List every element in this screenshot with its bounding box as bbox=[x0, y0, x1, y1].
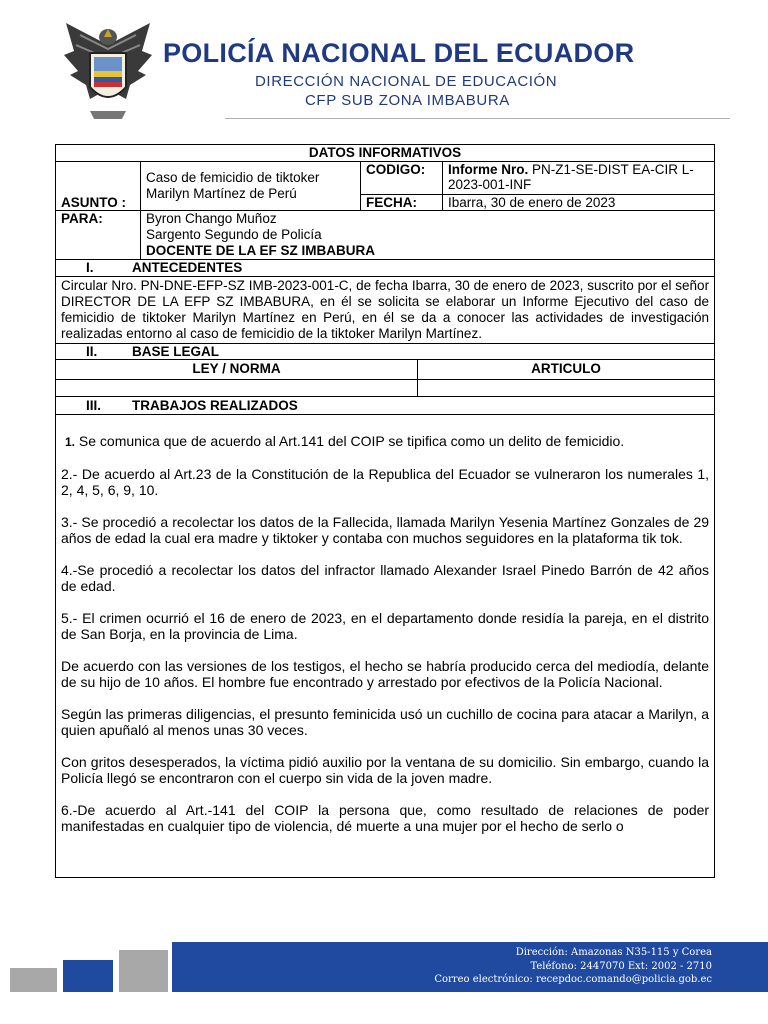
footer-phone: Teléfono: 2447070 Ext: 2002 - 2710 bbox=[530, 960, 712, 972]
institution-unit: CFP SUB ZONA IMBABURA bbox=[305, 92, 510, 109]
codigo-value bbox=[443, 161, 715, 194]
footer-gray-block bbox=[10, 968, 57, 992]
section-number: I. bbox=[86, 260, 94, 275]
police-shield-logo bbox=[60, 15, 156, 127]
paragraph: 2.- De acuerdo al Art.23 de la Constitución de la Republica del Ecuador se vulneraron los numerales 1, 2, 4, 5, 6, 9, 10. bbox=[61, 465, 710, 498]
articulo-cell bbox=[418, 379, 715, 396]
footer-contact bbox=[434, 946, 712, 987]
paragraph: Con gritos desesperados, la víctima pidió auxilio por la ventana de su domicilio. Sin embargo, cuando la Policía llegó se encontraron con el cuerpo sin vida de la joven madre. bbox=[61, 753, 710, 786]
section-title: ANTECEDENTES bbox=[132, 260, 243, 275]
paragraph: De acuerdo con las versiones de los testigos, el hecho se habría producido cerca del mediodía, delante de su hijo de 10 años. El hombre fue encontrado y arrestado por efectivos de la Policía Nacional. bbox=[61, 657, 710, 690]
section-trabajos bbox=[56, 396, 715, 415]
fecha-value: Ibarra, 30 de enero de 2023 bbox=[443, 194, 715, 211]
list-number: 1. bbox=[65, 435, 76, 449]
footer-gray-block bbox=[119, 950, 168, 992]
section-title: BASE LEGAL bbox=[132, 343, 220, 359]
col-ley-norma: LEY / NORMA bbox=[56, 360, 418, 380]
para-position: DOCENTE DE LA EF SZ IMBABURA bbox=[146, 243, 375, 258]
report-table bbox=[55, 144, 715, 878]
section-title: TRABAJOS REALIZADOS bbox=[132, 397, 298, 413]
para-name: Byron Chango Muñoz bbox=[146, 211, 277, 226]
antecedentes-text: Circular Nro. PN-DNE-EFP-SZ IMB-2023-001-C, de fecha Ibarra, 30 de enero de 2023, suscrito por el señor DIRECTOR DE LA EFP SZ IMBABURA, en él se solicita se elaborar un Informe Ejecutivo del caso de femicidio de tiktoker Marilyn Martínez en Perú, en él se da a conocer las actividades de investigación realizadas entorno al caso de femicidio de la tiktoker Marilyn Martínez. bbox=[56, 276, 715, 343]
codigo-label: CODIGO: bbox=[361, 161, 443, 194]
codigo-number: PN-Z1-SE-DIST EA-CIR L-2023-001-INF bbox=[448, 161, 694, 192]
section-number: III. bbox=[86, 397, 102, 413]
para-rank: Sargento Segundo de Policía bbox=[146, 227, 322, 242]
paragraph: 6.-De acuerdo al Art.-141 del COIP la persona que, como resultado de relaciones de poder manifestadas en cualquier tipo de violencia, dé muerte a una mujer por el hecho de serlo o bbox=[61, 801, 710, 834]
paragraph: 4.-Se procedió a recolectar los datos del infractor llamado Alexander Israel Pinedo Barrón de 42 años de edad. bbox=[61, 561, 710, 594]
asunto-label: ASUNTO : bbox=[56, 161, 141, 211]
asunto-value: Caso de femicidio de tiktoker Marilyn Martínez de Perú bbox=[141, 161, 361, 211]
section-base-legal bbox=[56, 343, 715, 360]
col-articulo: ARTICULO bbox=[418, 360, 715, 380]
paragraph: 5.- El crimen ocurrió el 16 de enero de 2023, en el departamento donde residía la pareja, en el distrito de San Borja, en la provincia de Lima. bbox=[61, 609, 710, 642]
para-value bbox=[141, 211, 715, 260]
codigo-prefix: Informe Nro. bbox=[448, 161, 529, 177]
datos-heading: DATOS INFORMATIVOS bbox=[56, 145, 715, 162]
institution-subtitle: DIRECCIÓN NACIONAL DE EDUCACIÓN bbox=[255, 73, 558, 90]
footer-address: Dirección: Amazonas N35-115 y Corea bbox=[515, 947, 712, 958]
para-label: PARA: bbox=[56, 211, 141, 260]
section-antecedentes bbox=[56, 260, 715, 277]
paragraph-text: Se comunica que de acuerdo al Art.141 del COIP se tipifica como un delito de femicidio. bbox=[75, 433, 625, 449]
institution-title: POLICÍA NACIONAL DEL ECUADOR bbox=[163, 38, 635, 68]
ley-norma-cell bbox=[56, 379, 418, 396]
section-number: II. bbox=[86, 343, 98, 359]
header-divider bbox=[225, 118, 730, 119]
footer-blue-block bbox=[63, 960, 113, 992]
trabajos-body bbox=[56, 415, 715, 878]
footer-email: Correo electrónico: recepdoc.comando@policia.gob.ec bbox=[434, 974, 712, 985]
fecha-label: FECHA: bbox=[361, 194, 443, 211]
paragraph: Según las primeras diligencias, el presunto feminicida usó un cuchillo de cocina para atacar a Marilyn, a quien apuñaló al menos unas 30 veces. bbox=[61, 705, 710, 738]
paragraph: 3.- Se procedió a recolectar los datos de la Fallecida, llamada Marilyn Yesenia Martínez Gonzales de 29 años de edad la cual era madre y tiktoker y contaba con muchos seguidores en la plataforma tik tok. bbox=[61, 513, 710, 546]
paragraph bbox=[61, 433, 709, 451]
